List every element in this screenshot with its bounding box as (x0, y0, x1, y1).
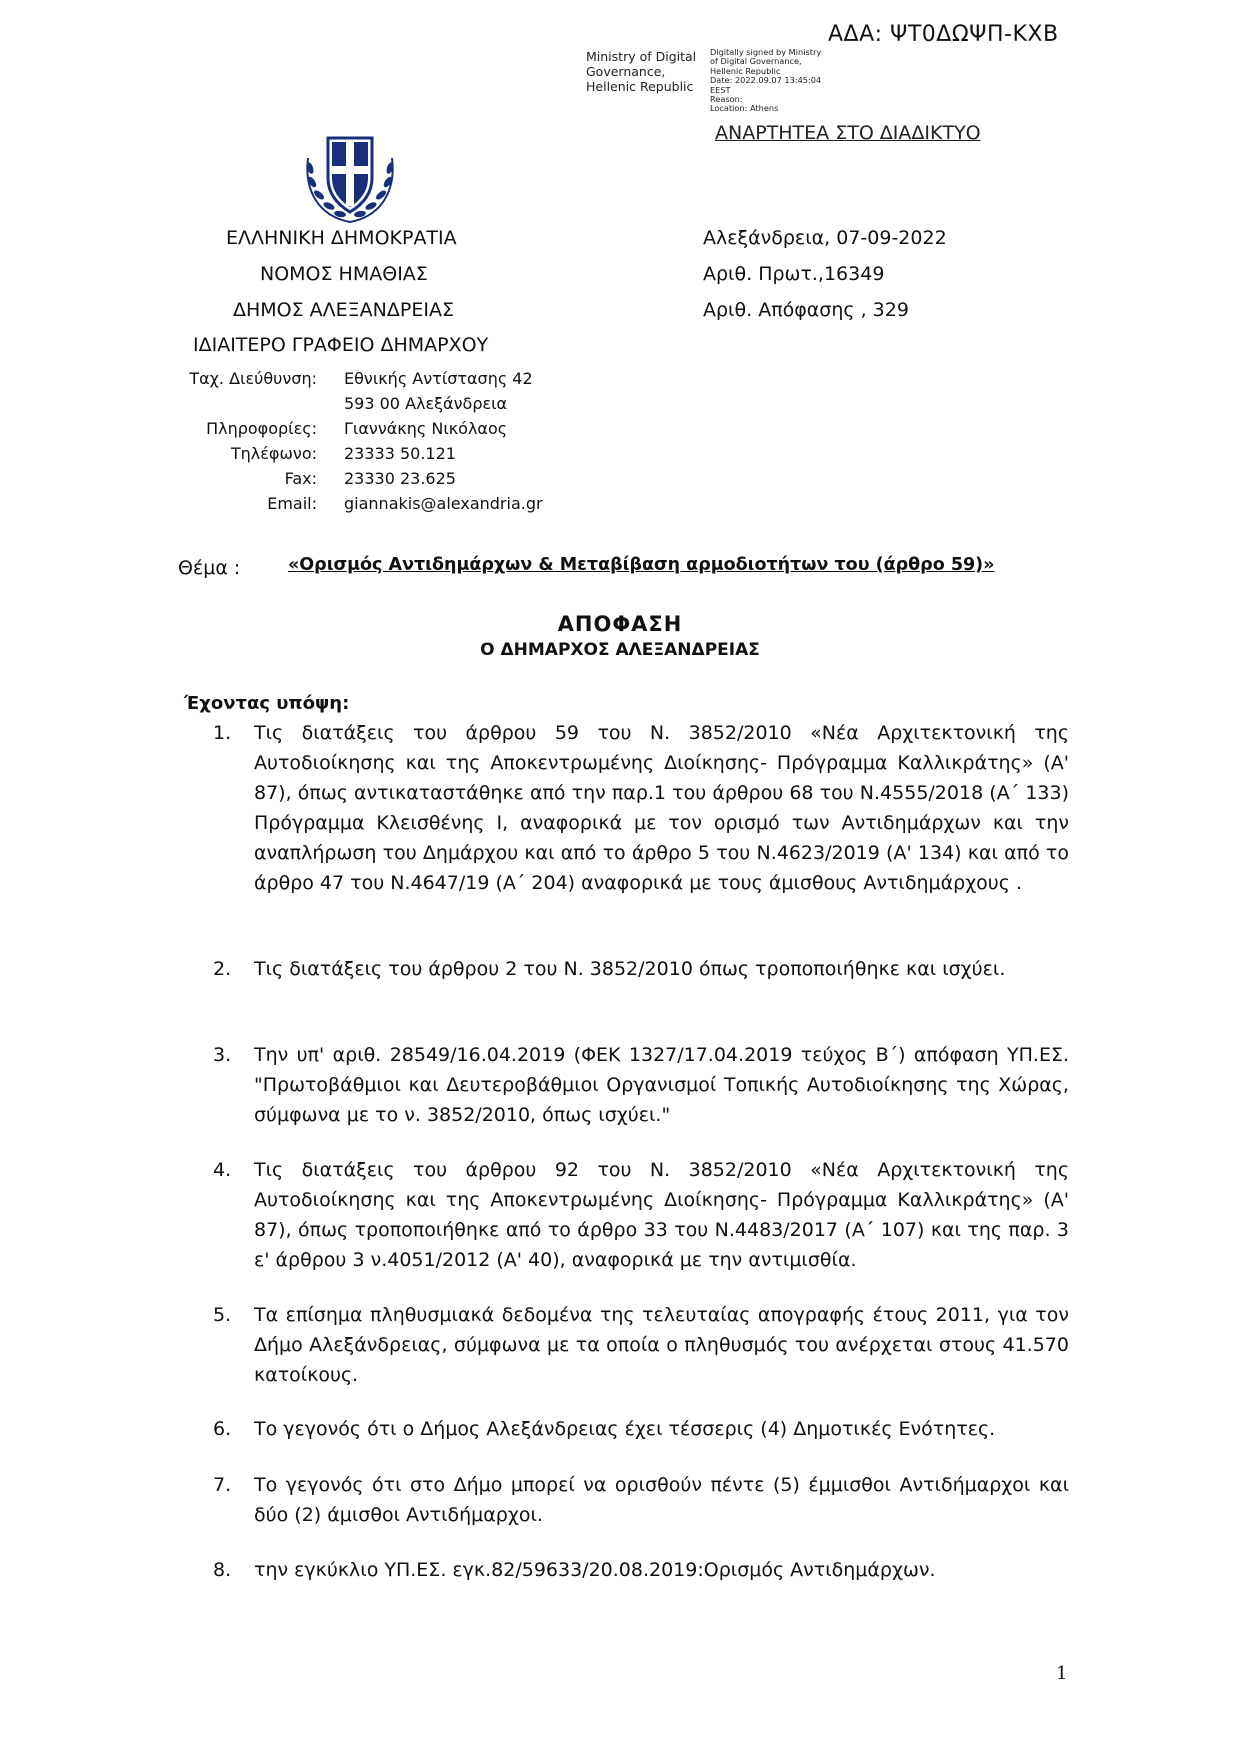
list-item-number: 4. (213, 1159, 232, 1181)
signature-detail-line: Hellenic Republic (710, 65, 781, 76)
list-item (213, 1040, 1069, 1130)
address-line-2: 593 00 Αλεξάνδρεια (344, 394, 508, 413)
coat-of-arms-icon (298, 124, 402, 228)
address-label: Ταχ. Διεύθυνση: (189, 369, 317, 388)
signature-signer-line: Hellenic Republic (586, 79, 694, 94)
list-item (213, 1555, 1069, 1585)
list-item (213, 718, 1069, 898)
decision-subtitle: Ο ΔΗΜΑΡΧΟΣ ΑΛΕΞΑΝΔΡΕΙΑΣ (480, 640, 760, 660)
list-item-number: 2. (213, 958, 232, 980)
decision-number: Αριθ. Απόφασης , 329 (703, 299, 909, 321)
having-regard-heading: Έχοντας υπόψη: (184, 693, 350, 714)
list-item (213, 1155, 1069, 1275)
phone-label: Τηλέφωνο: (230, 444, 317, 463)
subject-label: Θέμα : (178, 557, 241, 579)
list-item-number: 6. (213, 1418, 232, 1440)
list-item-text: Τις διατάξεις του άρθρου 2 του Ν. 3852/2010 όπως τροποποιήθηκε και ισχύει. (254, 958, 1006, 980)
signature-signer-line: Ministry of Digital (586, 49, 697, 64)
address-line-1: Εθνικής Αντίστασης 42 (344, 369, 533, 388)
signature-detail-line: Reason: (710, 94, 743, 105)
signature-detail-line: Location: Athens (710, 103, 779, 114)
phone-value: 23333 50.121 (344, 444, 456, 463)
list-item-number: 7. (213, 1474, 232, 1496)
list-item (213, 1470, 1069, 1530)
list-item-text: την εγκύκλιο ΥΠ.ΕΣ. εγκ.82/59633/20.08.2019:Ορισμός Αντιδημάρχων. (254, 1559, 936, 1581)
document-date: Αλεξάνδρεια, 07-09-2022 (703, 227, 947, 249)
email-value: giannakis@alexandria.gr (344, 494, 543, 513)
fax-label: Fax: (284, 469, 317, 488)
list-item-text: Τις διατάξεις του άρθρου 59 του Ν. 3852/2010 «Νέα Αρχιτεκτονική της Αυτοδιοίκησης και της Αποκεντρωμένης Διοίκησης- Πρόγραμμα Καλλικράτης» (Α' 87), όπως αντικαταστάθηκε από την παρ.1 του άρθρου 68 του Ν.4555/2018 (Α΄ 133) Πρόγραμμα Κλεισθένης Ι, αναφορικά με τον ορισμό των Αντιδημάρχων και την αναπλήρωση του Δημάρχου και από το άρθρο 5 του Ν.4623/2019 (Α' 134) και από το άρθρο 47 του Ν.4647/19 (Α΄ 204) αναφορικά με τους άμισθους Αντιδημάρχους . (254, 722, 1069, 894)
signature-detail-line: of Digital Governance, (710, 56, 802, 67)
list-item-text: Τα επίσημα πληθυσμιακά δεδομένα της τελευταίας απογραφής έτους 2011, για τον Δήμο Αλεξάνδρειας, σύμφωνα με τα οποία ο πληθυσμός του ανέρχεται στους 41.570 κατοίκους. (254, 1304, 1069, 1386)
list-item-text: Το γεγονός ότι ο Δήμος Αλεξάνδρειας έχει τέσσερις (4) Δημοτικές Ενότητες. (254, 1418, 996, 1440)
list-item-text: Την υπ' αριθ. 28549/16.04.2019 (ΦΕΚ 1327/17.04.2019 τεύχος Β΄) απόφαση ΥΠ.ΕΣ. "Πρωτοβάθμιοι και Δευτεροβάθμιοι Οργανισμοί Τοπικής Αυτοδιοίκησης της Χώρας, σύμφωνα με το ν. 3852/2010, όπως ισχύει." (254, 1044, 1069, 1126)
list-item (213, 1414, 1069, 1444)
issuer-line-republic: ΕΛΛΗΝΙΚΗ ΔΗΜΟΚΡΑΤΙΑ (226, 227, 457, 249)
email-label: Email: (267, 494, 317, 513)
list-item-text: Τις διατάξεις του άρθρου 92 του Ν. 3852/2010 «Νέα Αρχιτεκτονική της Αυτοδιοίκησης και της Αποκεντρωμένης Διοίκησης- Πρόγραμμα Καλλικράτης» (Α' 87), όπως τροποποιήθηκε από το άρθρο 33 του Ν.4483/2017 (Α΄ 107) και της παρ. 3 ε' άρθρου 3 ν.4051/2012 (Α' 40), αναφορικά με την αντιμισθία. (254, 1159, 1069, 1271)
issuer-line-prefecture: ΝΟΜΟΣ ΗΜΑΘΙΑΣ (260, 263, 428, 285)
list-item-number: 8. (213, 1559, 232, 1581)
post-online-label: ΑΝΑΡΤΗΤΕΑ ΣΤΟ ΔΙΑΔΙΚΤΥΟ (715, 122, 981, 144)
list-item-number: 5. (213, 1304, 232, 1326)
issuer-line-municipality: ΔΗΜΟΣ ΑΛΕΞΑΝΔΡΕΙΑΣ (233, 299, 454, 321)
list-item (213, 954, 1069, 984)
signature-signer (586, 49, 696, 94)
info-label: Πληροφορίες: (206, 419, 317, 438)
signature-detail-line: EEST (710, 84, 731, 95)
list-item-number: 3. (213, 1044, 232, 1066)
signature-detail-line: Digitally signed by Ministry (710, 47, 822, 57)
page-number: 1 (1056, 1663, 1068, 1684)
fax-value: 23330 23.625 (344, 469, 456, 488)
subject-text: «Ορισμός Αντιδημάρχων & Μεταβίβαση αρμοδιοτήτων του (άρθρο 59)» (288, 555, 995, 575)
decision-title: ΑΠΟΦΑΣΗ (557, 612, 683, 636)
signature-details (710, 48, 821, 114)
issuer-line-office: ΙΔΙΑΙΤΕΡΟ ΓΡΑΦΕΙΟ ΔΗΜΑΡΧΟΥ (193, 334, 489, 356)
signature-signer-line: Governance, (586, 64, 666, 79)
protocol-number: Αριθ. Πρωτ.,16349 (703, 263, 885, 285)
list-item (213, 1300, 1069, 1390)
list-item-text: Το γεγονός ότι στο Δήμο μπορεί να ορισθούν πέντε (5) έμμισθοι Αντιδήμαρχοι και δύο (2) άμισθοι Αντιδήμαρχοι. (254, 1474, 1069, 1526)
list-item-number: 1. (213, 722, 232, 744)
info-value: Γιαννάκης Νικόλαος (344, 419, 508, 438)
ada-code: ΑΔΑ: ΨΤ0ΔΩΨΠ-ΚΧΒ (828, 22, 1059, 47)
signature-detail-line: Date: 2022.09.07 13:45:04 (710, 75, 822, 86)
